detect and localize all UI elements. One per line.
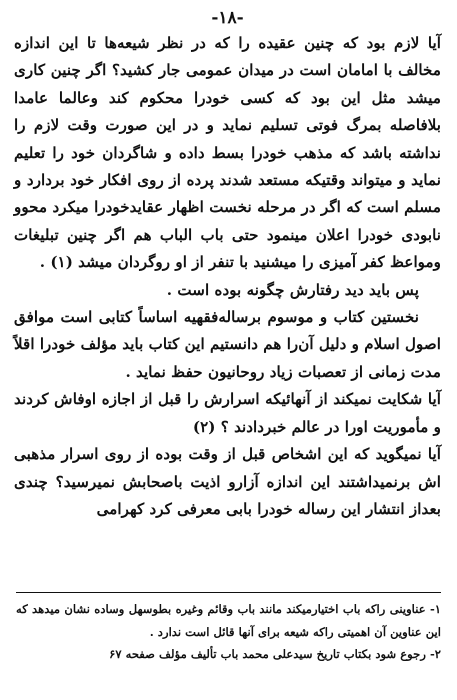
- page-number: -۱۸-: [211, 8, 244, 28]
- paragraph-3: نخستین کتاب و موسوم برساله‌فقهیه اساساً کتابی است موافق اصول اسلام و دلیل آن‌را هم دانستیم این کتاب باید مؤلف خودرا اقلاً مدت زمانی از تعصبات زیاد روحانیون حفظ نماید .: [14, 308, 441, 381]
- footnotes: [16, 598, 441, 666]
- paragraph-5: آیا نمیگوید که این اشخاص قبل از وقت بوده از روی اسرار مذهبی اش برنمیداشتند این اندازه آزارو اذیت باصحابش نمیرسید؟ چندی بعداز انتشار این رساله خودرا بابی معرفی کرد کهرامی: [14, 445, 441, 518]
- footnote-2: ۲- رجوع شود بکتاب تاریخ سیدعلی محمد باب تألیف مؤلف صفحه ۶۷: [109, 647, 441, 661]
- paragraph-2: پس باید دید رفتارش چگونه بوده است .: [166, 280, 419, 299]
- paragraph-1: آیا لازم بود که چنین عقیده را که در نظر شیعه‌ها تا این اندازه مخالف با امامان است در میدان عمومی جار کشید؟ اگر چنین کاری میشد مثل این بود که کسی خودرا محکوم کند وعالما عامدا بلافاصله بمرگ فوتی تسلیم نماید و در این صورت وقت لازم را نداشته باشد که مذهب خودرا بسط داده و شاگردان خود را تعلیم نماید و میتواند وقتیکه مستعد شدند پرده از روی افکار خود بردارد و مسلم است که اگر در مرحله نخست اظهار عقایدخودرا میکرد محوو نابودی خودرا اعلان مینمود حتی باب الباب هم اگر چنین تبلیغات ومواعظ کفر آمیزی را میشنید با تنفر از او روگردان میشد (۱) .: [14, 34, 441, 272]
- paragraph-4: آیا شکایت نمیکند از آنهائیکه اسرارش را قبل از اجازه اوفاش کردند و مأموریت اورا در عالم خبردادند ؟ (۲): [14, 390, 441, 436]
- footnote-divider: [16, 592, 441, 593]
- main-text: [14, 30, 441, 523]
- footnote-1: ۱- عناوینی راکه باب اختیارمیکند مانند باب وقائم وغیره بطوسهل وساده نشان میدهد که این عناوین آن اهمیتی راکه شیعه برای آنها قائل است ندارد .: [16, 602, 441, 639]
